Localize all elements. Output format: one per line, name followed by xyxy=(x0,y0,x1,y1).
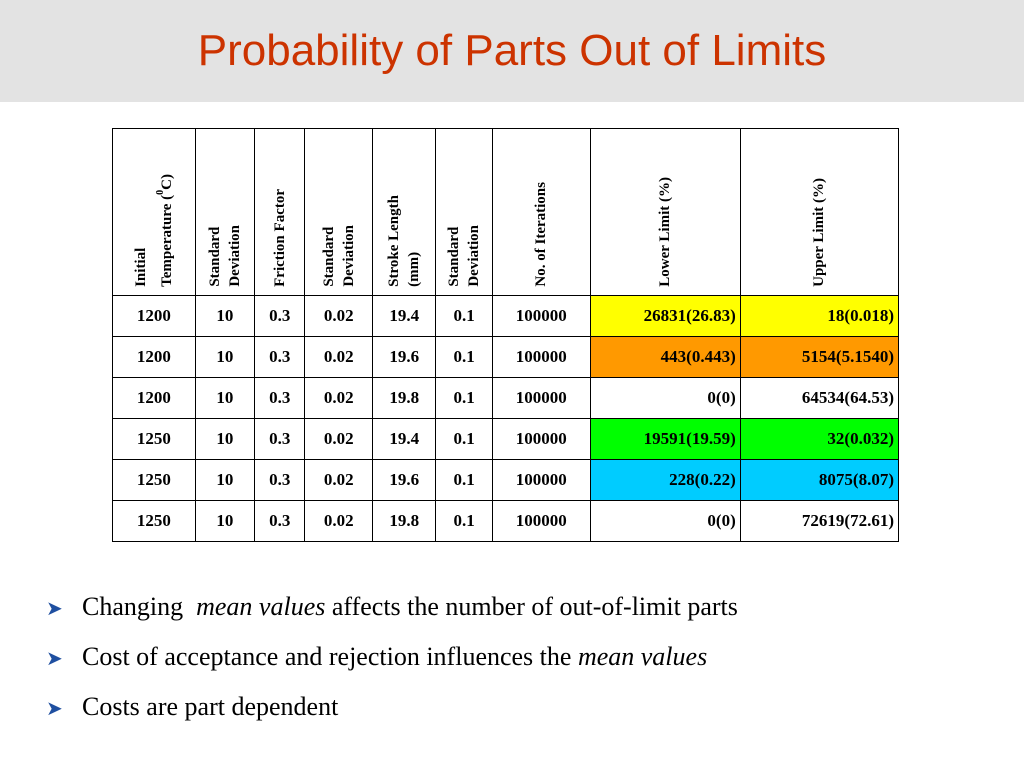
cell-lower-limit: 26831(26.83) xyxy=(590,296,740,337)
cell-upper-limit: 8075(8.07) xyxy=(740,460,898,501)
cell-standard-deviation-2: 0.02 xyxy=(305,337,373,378)
cell-iterations: 100000 xyxy=(492,501,590,542)
cell-upper-limit: 18(0.018) xyxy=(740,296,898,337)
cell-initial-temperature: 1250 xyxy=(113,501,196,542)
results-table xyxy=(112,128,899,542)
header-lower-limit: Lower Limit (%) xyxy=(590,129,740,296)
cell-standard-deviation-1: 10 xyxy=(195,296,254,337)
cell-stroke-length: 19.8 xyxy=(372,501,435,542)
header-initial-temperature: Initial Temperature ($^0$C) xyxy=(113,129,196,296)
cell-iterations: 100000 xyxy=(492,460,590,501)
cell-standard-deviation-2: 0.02 xyxy=(305,296,373,337)
table-row xyxy=(113,460,899,501)
bullet-item: ➤ Costs are part dependent xyxy=(46,683,738,733)
cell-friction-factor: 0.3 xyxy=(255,501,305,542)
cell-lower-limit: 0(0) xyxy=(590,501,740,542)
header-friction-factor: Friction Factor xyxy=(255,129,305,296)
cell-standard-deviation-2: 0.02 xyxy=(305,419,373,460)
bullet-list xyxy=(46,583,738,733)
cell-iterations: 100000 xyxy=(492,296,590,337)
cell-standard-deviation-1: 10 xyxy=(195,337,254,378)
cell-standard-deviation-3: 0.1 xyxy=(436,378,492,419)
table-row xyxy=(113,419,899,460)
cell-iterations: 100000 xyxy=(492,337,590,378)
cell-stroke-length: 19.6 xyxy=(372,337,435,378)
cell-standard-deviation-3: 0.1 xyxy=(436,460,492,501)
header-stroke-length: Stroke Length (mm) xyxy=(372,129,435,296)
cell-initial-temperature: 1250 xyxy=(113,419,196,460)
cell-standard-deviation-3: 0.1 xyxy=(436,296,492,337)
cell-upper-limit: 72619(72.61) xyxy=(740,501,898,542)
cell-standard-deviation-3: 0.1 xyxy=(436,501,492,542)
cell-standard-deviation-1: 10 xyxy=(195,501,254,542)
table-row xyxy=(113,378,899,419)
table-body xyxy=(113,296,899,542)
cell-stroke-length: 19.8 xyxy=(372,378,435,419)
cell-standard-deviation-1: 10 xyxy=(195,378,254,419)
header-upper-limit: Upper Limit (%) xyxy=(740,129,898,296)
cell-standard-deviation-2: 0.02 xyxy=(305,460,373,501)
cell-initial-temperature: 1200 xyxy=(113,296,196,337)
arrow-bullet-icon: ➤ xyxy=(46,648,63,670)
cell-lower-limit: 443(0.443) xyxy=(590,337,740,378)
cell-stroke-length: 19.4 xyxy=(372,296,435,337)
cell-stroke-length: 19.4 xyxy=(372,419,435,460)
cell-initial-temperature: 1200 xyxy=(113,337,196,378)
cell-lower-limit: 19591(19.59) xyxy=(590,419,740,460)
cell-standard-deviation-2: 0.02 xyxy=(305,378,373,419)
header-standard-deviation-3: Standard Deviation xyxy=(436,129,492,296)
cell-friction-factor: 0.3 xyxy=(255,337,305,378)
cell-standard-deviation-1: 10 xyxy=(195,419,254,460)
cell-standard-deviation-1: 10 xyxy=(195,460,254,501)
cell-upper-limit: 64534(64.53) xyxy=(740,378,898,419)
arrow-bullet-icon: ➤ xyxy=(46,598,63,620)
table-row xyxy=(113,337,899,378)
header-standard-deviation-1: Standard Deviation xyxy=(195,129,254,296)
table-row xyxy=(113,296,899,337)
bullet-item: ➤ Cost of acceptance and rejection influences the mean values xyxy=(46,633,738,683)
header-standard-deviation-2: Standard Deviation xyxy=(305,129,373,296)
header-iterations: No. of Iterations xyxy=(492,129,590,296)
slide-title: Probability of Parts Out of Limits xyxy=(197,26,827,75)
table-header-row xyxy=(113,129,899,296)
cell-upper-limit: 5154(5.1540) xyxy=(740,337,898,378)
cell-friction-factor: 0.3 xyxy=(255,378,305,419)
cell-standard-deviation-3: 0.1 xyxy=(436,337,492,378)
table-row xyxy=(113,501,899,542)
arrow-bullet-icon: ➤ xyxy=(46,698,63,720)
cell-iterations: 100000 xyxy=(492,378,590,419)
bullet-item: ➤ Changing mean values affects the number of out-of-limit parts xyxy=(46,583,738,633)
cell-iterations: 100000 xyxy=(492,419,590,460)
cell-initial-temperature: 1200 xyxy=(113,378,196,419)
cell-lower-limit: 228(0.22) xyxy=(590,460,740,501)
cell-standard-deviation-3: 0.1 xyxy=(436,419,492,460)
cell-lower-limit: 0(0) xyxy=(590,378,740,419)
cell-friction-factor: 0.3 xyxy=(255,460,305,501)
cell-friction-factor: 0.3 xyxy=(255,296,305,337)
cell-upper-limit: 32(0.032) xyxy=(740,419,898,460)
cell-friction-factor: 0.3 xyxy=(255,419,305,460)
cell-initial-temperature: 1250 xyxy=(113,460,196,501)
cell-stroke-length: 19.6 xyxy=(372,460,435,501)
cell-standard-deviation-2: 0.02 xyxy=(305,501,373,542)
